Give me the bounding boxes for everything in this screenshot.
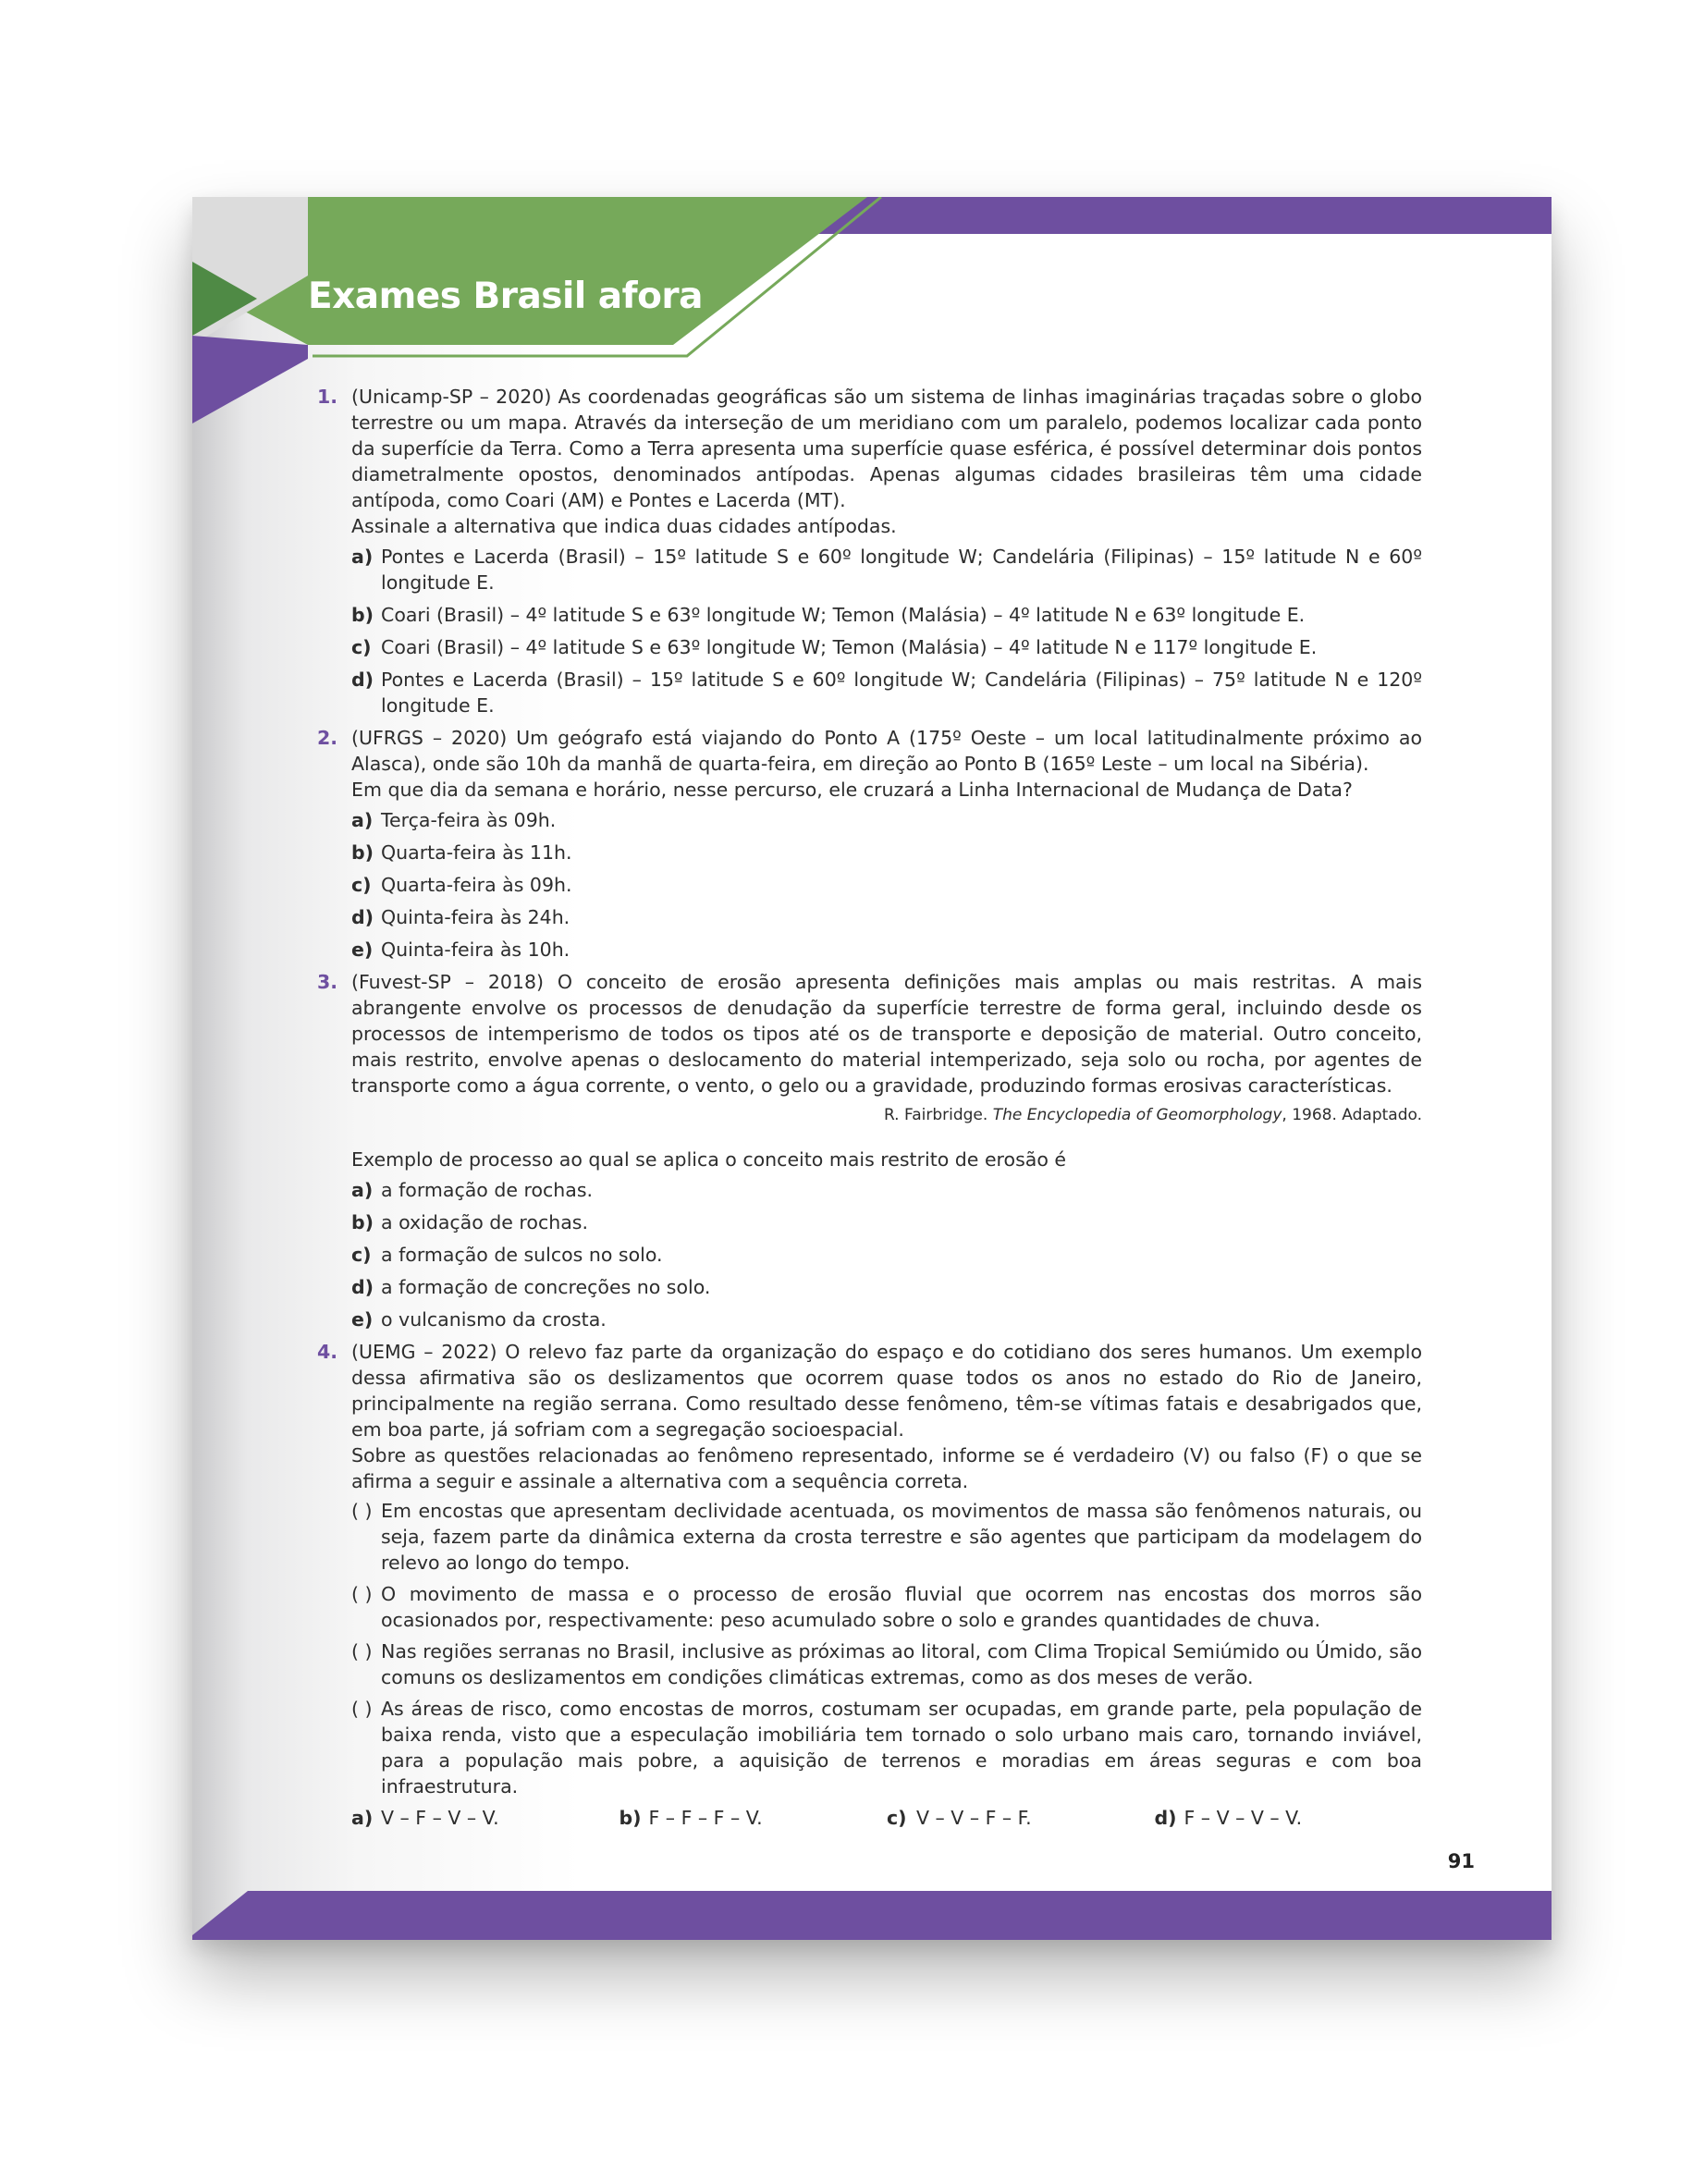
option-letter: c): [351, 874, 372, 896]
option-d[interactable]: [351, 667, 1422, 718]
statement-2[interactable]: [351, 1581, 1422, 1633]
question-number: 4.: [317, 1341, 338, 1363]
option-letter: b): [351, 841, 374, 864]
statement-1[interactable]: [351, 1498, 1422, 1576]
option-text: F – F – F – V.: [648, 1807, 763, 1829]
bottom-purple-band: [192, 1891, 1552, 1940]
question-1: [317, 384, 1422, 718]
option-letter: a): [351, 809, 374, 831]
option-letter: b): [351, 604, 374, 626]
header-green-banner: [229, 197, 867, 345]
option-letter: d): [351, 1276, 374, 1298]
page-number: 91: [1447, 1850, 1475, 1872]
option-text: a oxidação de rochas.: [381, 1211, 588, 1233]
statement-4[interactable]: [351, 1696, 1422, 1799]
option-b[interactable]: [351, 840, 1422, 865]
option-c[interactable]: [351, 872, 1422, 898]
citation: [351, 1102, 1422, 1128]
option-c[interactable]: [351, 634, 1422, 660]
exam-questions: [317, 384, 1422, 1835]
option-text: o vulcanismo da crosta.: [381, 1308, 607, 1331]
option-text: Pontes e Lacerda (Brasil) – 15º latitude S e 60º longitude W; Candelária (Filipinas) – 15º latitude N e 60º longitude E.: [381, 546, 1422, 594]
statement-3[interactable]: [351, 1638, 1422, 1690]
question-prompt: Sobre as questões relacionadas ao fenômeno representado, informe se é verdadeiro (V) ou falso (F) o que se afirma a seguir e assinale a alternativa com a sequência correta.: [351, 1444, 1422, 1492]
option-d[interactable]: [1155, 1805, 1423, 1831]
option-letter: a): [351, 1807, 374, 1829]
question-stem: (Fuvest-SP – 2018) O conceito de erosão apresenta definições mais amplas ou mais restritas. A mais abrangente envolve os processos de denudação da superfície terrestre de forma geral, incluindo desde os processos de intemperismo de todos os tipos até os de transporte e deposição de material. Outro conceito, mais restrito, envolve apenas o deslocamento do material intemperizado, seja solo ou rocha, por agentes de transporte como a água corrente, o vento, o gelo ou a gravidade, produzindo formas erosivas características.: [351, 971, 1422, 1097]
option-text: V – F – V – V.: [381, 1807, 499, 1829]
option-text: Quinta-feira às 10h.: [381, 939, 570, 961]
option-a[interactable]: [351, 1805, 619, 1831]
answer-blank[interactable]: ( ): [351, 1640, 373, 1663]
answer-options-row: [351, 1805, 1422, 1831]
option-text: Quarta-feira às 11h.: [381, 841, 572, 864]
option-letter: c): [351, 636, 372, 658]
option-text: Coari (Brasil) – 4º latitude S e 63º longitude W; Temon (Malásia) – 4º latitude N e 63º longitude E.: [381, 604, 1306, 626]
option-text: F – V – V – V.: [1184, 1807, 1303, 1829]
option-c[interactable]: [351, 1242, 1422, 1268]
option-letter: c): [351, 1244, 372, 1266]
question-2: [317, 725, 1422, 963]
option-text: Quinta-feira às 24h.: [381, 906, 570, 928]
option-d[interactable]: [351, 1274, 1422, 1300]
option-e[interactable]: [351, 1307, 1422, 1332]
option-text: Quarta-feira às 09h.: [381, 874, 572, 896]
option-letter: d): [1154, 1807, 1177, 1829]
question-prompt: Em que dia da semana e horário, nesse percurso, ele cruzará a Linha Internacional de Mudança de Data?: [351, 779, 1353, 801]
top-purple-band: [798, 197, 1552, 234]
option-d[interactable]: [351, 904, 1422, 930]
section-title: Exames Brasil afora: [308, 276, 703, 317]
question-stem: (UEMG – 2022) O relevo faz parte da organização do espaço e do cotidiano dos seres humanos. Um exemplo dessa afirmativa são os deslizamentos que ocorrem quase todos os anos no estado do Rio de Janeiro, principalmente na região serrana. Como resultado desse fenômeno, têm-se vítimas fatais e desabrigados que, em boa parte, já sofriam com a segregação socioespacial.: [351, 1341, 1422, 1441]
option-a[interactable]: [351, 807, 1422, 833]
question-3: [317, 969, 1422, 1332]
question-stem: (UFRGS – 2020) Um geógrafo está viajando do Ponto A (175º Oeste – um local latitudinalmente próximo ao Alasca), onde são 10h da manhã de quarta-feira, em direção ao Ponto B (165º Leste – um local na Sibéria).: [351, 727, 1422, 775]
option-b[interactable]: [351, 1209, 1422, 1235]
option-text: a formação de concreções no solo.: [381, 1276, 711, 1298]
book-page: [192, 197, 1552, 1940]
option-letter: a): [351, 1179, 374, 1201]
option-letter: a): [351, 546, 374, 568]
option-text: a formação de rochas.: [381, 1179, 594, 1201]
statement-text: Nas regiões serranas no Brasil, inclusive as próximas ao litoral, com Clima Tropical Semiúmido ou Úmido, são comuns os deslizamentos em condições climáticas extremas, como as dos meses de verão.: [381, 1640, 1422, 1688]
question-prompt: Exemplo de processo ao qual se aplica o conceito mais restrito de erosão é: [351, 1148, 1066, 1171]
statement-text: O movimento de massa e o processo de erosão fluvial que ocorrem nas encostas dos morros são ocasionados por, respectivamente: peso acumulado sobre o solo e grandes quantidades de chuva.: [381, 1583, 1422, 1631]
option-letter: b): [351, 1211, 374, 1233]
question-number: 2.: [317, 727, 338, 749]
statement-text: As áreas de risco, como encostas de morros, costumam ser ocupadas, em grande parte, pela população de baixa renda, visto que a especulação imobiliária tem tornado o solo urbano mais caro, tornando inviável, para a população mais pobre, a aquisição de terrenos e moradias em áreas seguras e com boa infraestrutura.: [381, 1698, 1422, 1798]
option-letter: d): [351, 906, 374, 928]
question-prompt: Assinale a alternativa que indica duas cidades antípodas.: [351, 515, 897, 537]
option-letter: e): [351, 939, 374, 961]
answer-blank[interactable]: ( ): [351, 1698, 373, 1720]
option-text: Pontes e Lacerda (Brasil) – 15º latitude S e 60º longitude W; Candelária (Filipinas) – 75º latitude N e 120º longitude E.: [381, 669, 1422, 717]
question-stem: (Unicamp-SP – 2020) As coordenadas geográficas são um sistema de linhas imaginárias traçadas sobre o globo terrestre ou um mapa. Através da interseção de um meridiano com um paralelo, podemos localizar cada ponto da superfície da Terra. Como a Terra apresenta uma superfície quase esférica, é possível determinar dois pontos diametralmente opostos, denominados antípodas. Apenas algumas cidades brasileiras têm uma cidade antípoda, como Coari (AM) e Pontes e Lacerda (MT).: [351, 386, 1422, 511]
left-purple-triangle: [192, 336, 308, 423]
option-c[interactable]: [887, 1805, 1155, 1831]
answer-blank[interactable]: ( ): [351, 1500, 373, 1522]
option-b[interactable]: [619, 1805, 888, 1831]
question-number: 3.: [317, 971, 338, 993]
question-number: 1.: [317, 386, 338, 408]
option-text: Terça-feira às 09h.: [381, 809, 557, 831]
citation-title: The Encyclopedia of Geomorphology: [992, 1106, 1282, 1124]
statement-text: Em encostas que apresentam declividade acentuada, os movimentos de massa são fenômenos naturais, ou seja, fazem parte da dinâmica externa da crosta terrestre e são agentes que participam da modelagem do relevo ao longo do tempo.: [381, 1500, 1422, 1574]
option-text: Coari (Brasil) – 4º latitude S e 63º longitude W; Temon (Malásia) – 4º latitude N e 117º longitude E.: [381, 636, 1318, 658]
question-4: [317, 1339, 1422, 1831]
citation-author: R. Fairbridge.: [883, 1106, 988, 1124]
option-letter: e): [351, 1308, 374, 1331]
citation-details: , 1968. Adaptado.: [1282, 1106, 1422, 1124]
answer-blank[interactable]: ( ): [351, 1583, 373, 1605]
option-a[interactable]: [351, 544, 1422, 595]
option-text: a formação de sulcos no solo.: [381, 1244, 663, 1266]
option-letter: c): [887, 1807, 907, 1829]
option-e[interactable]: [351, 937, 1422, 963]
option-letter: d): [351, 669, 374, 691]
option-text: V – V – F – F.: [916, 1807, 1032, 1829]
option-letter: b): [619, 1807, 642, 1829]
option-a[interactable]: [351, 1177, 1422, 1203]
option-b[interactable]: [351, 602, 1422, 628]
